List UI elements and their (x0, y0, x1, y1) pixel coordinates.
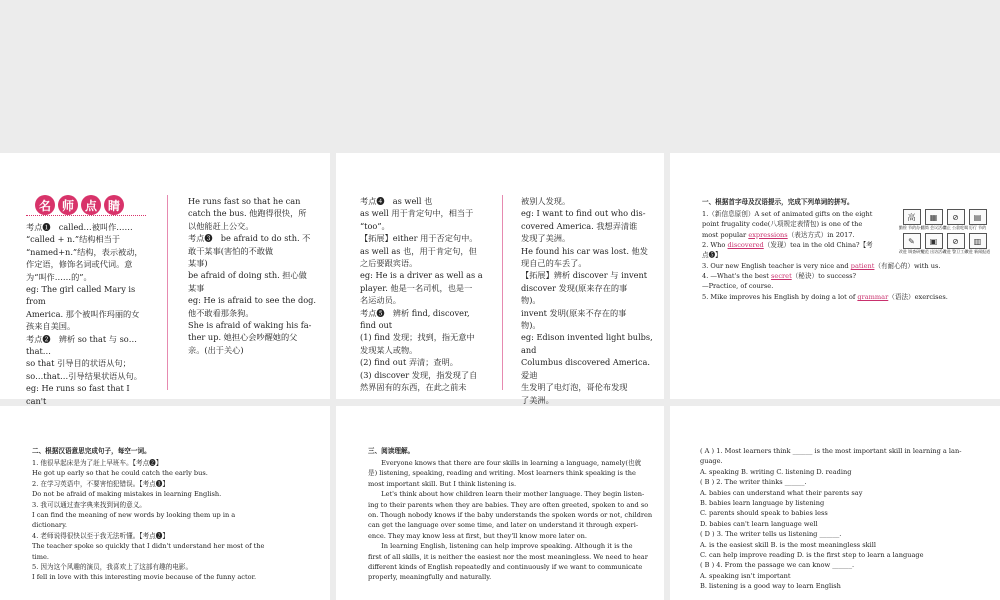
panel-key-points-2 (336, 153, 664, 405)
sign-caption: 精简 会议活动 (920, 225, 947, 230)
reading-questions: ( A ) 1. Most learners think ______ is the most important skill in learning a lan- guage. A. speaking B. writing C. listening D. reading ( B ) 2. The writer thinks ______. A. babies can understand what their parents say B. babies learn language by listening C. parents should speak to babies less D. babies can't learn language well ( D ) 3. The writer tells us listening ______. A. is the easiest skill B. is the most meaningless skill C. can help improve reading D. is the first step to learn a language ( B ) 4. From the passage we can know ______. A. speaking isn't important B. listening is a good way to learn English (700, 447, 962, 591)
reading-passage: Everyone knows that there are four skills in learning a language, namely(也就 是) listening, speaking, reading and writing. Most learners think speaking is the most important skill. But I think listening is. Let's think about how children learn their mother language. They begin listen- ing to their parents when they are babies. They are often greeted, spoken to and so on. Though nobody knows if the baby understands the spoken words or not, children can get the language over some time, and later on understand it through experi- ence. They may know less at first, but they'll know more later on. In learning English, listening can help improve speaking. Although it is the first of all skills, it is neither the easiest nor the most meaningless. We need to hear different kinds of English repeatedly and continuously if we want to communicate properly, meaningfully and naturally. (368, 459, 653, 582)
question-3 (702, 261, 994, 271)
sign-item (898, 233, 925, 254)
column-divider (167, 195, 168, 390)
question-text: 2. Who (702, 241, 728, 249)
section-title: 二、根据汉语意思完成句子，每空一词。 (32, 447, 151, 455)
sign-picture: ▦ (925, 209, 943, 225)
question-1 (702, 209, 902, 240)
sign-caption: 禁止 公款吃喝 (942, 225, 969, 230)
key-points-right-column: He runs fast so that he can catch the bus. 他跑得很快，所 以他能赶上公交。 考点❸ be afraid to do sth. 不 敢干某事(害怕的不敢做 某事) be afraid of doing sth. 担心做 某事 eg: He is afraid to see the dog. 他不敢看那条狗。 She is afraid of waking his fa- ther up. 她担心会吵醒她的父 亲。(出于关心) (188, 196, 316, 355)
panel-reading-passage (336, 406, 664, 600)
question-text: 4. —What's the best (702, 272, 772, 280)
famous-teacher-banner (35, 195, 124, 215)
banner-char: 名 (35, 195, 55, 215)
banner-char: 睛 (104, 195, 124, 215)
panel-reading-questions (670, 406, 1000, 600)
panel-word-spelling (670, 153, 1000, 399)
column-divider (502, 195, 503, 390)
question-text: 5. Mike improves his English by doing a lot of (702, 293, 858, 301)
sign-caption: 改进 调查研究 (898, 249, 925, 254)
sign-item (968, 209, 987, 230)
sign-picture: ✎ (903, 233, 921, 249)
sign-caption: 改进 新闻报道 (964, 249, 991, 254)
section-title: 三、阅读理解。 (368, 447, 415, 455)
sign-picture: ▥ (969, 233, 987, 249)
question-text: （发现）tea in the old China?【考 点❺】 (702, 241, 873, 260)
question-text: （表达方式）in 2017. (787, 230, 855, 239)
sign-picture: ⊘ (947, 233, 965, 249)
sign-caption: 厉行 节约 (968, 225, 987, 230)
key-points-right-column: 被别人发现。 eg: I want to find out who dis- covered America. 我想弄清谁 发现了美洲。 He found his car was lost. 他发 现自己的车丢了。 【拓展】辨析 discover 与 invent discover 发现(原来存在的事 物)。 invent 发明(原来不存在的事 物)。 eg: Edison invented light bulbs, and Columbus discovered America. 爱迪 生发明了电灯泡，哥伦布发现 了美洲。 (521, 196, 653, 405)
section-title: 一、根据首字母及汉语提示，完成下列单词的拼写。 (702, 198, 854, 206)
answer-blank: patient (850, 262, 875, 270)
frugality-code-signs (898, 209, 992, 254)
banner-char: 点 (81, 195, 101, 215)
sign-caption: 改进 警卫工作 (942, 249, 969, 254)
sign-item (964, 233, 991, 254)
sign-item (920, 233, 947, 254)
panel-sentence-completion (0, 406, 330, 600)
question-text: 3. Our new English teacher is very nice and (702, 262, 851, 270)
question-4 (702, 271, 994, 292)
answer-blank: secret (771, 272, 792, 280)
question-text: （语法）exercises. (888, 293, 948, 301)
sign-caption: 规范 出访活动 (920, 249, 947, 254)
sign-item (942, 233, 969, 254)
panel-key-points-1 (0, 153, 330, 406)
answer-blank: grammar (857, 293, 889, 301)
question-text: （有耐心的）with us. (874, 262, 941, 270)
question-5 (702, 292, 994, 302)
sign-picture: ▤ (969, 209, 987, 225)
sign-item (942, 209, 969, 230)
sign-picture: 高 (903, 209, 921, 225)
question-text: 1.（新信息原创）A set of animated gifts on the eight point frugality code(八项规定表情包) is one of the most popular (702, 210, 873, 239)
key-points-left-column: 考点❹ as well 也 as well 用于肯定句中，相当于 “too”。 【拓展】either 用于否定句中。 as well as 也，用于肯定句，但 之后要跟宾语。 eg: He is a driver as well as a player. 他是一名司机，也是一 名运动员。 考点❺ 辨析 find, discover, find out (1) find 发现；找到，指无意中 发现某人或物。 (2) find out 弄清；查明。 (3) discover 发现，指发现了自 然界固有的东西，在此之前未 (360, 196, 483, 393)
sentence-questions: 1. 他很早起床是为了赶上早班车。【考点❷】 He got up early so that he could catch the early bus. 2. 在学习英语中，不要害怕犯错误。【考点❸】 Do not be afraid of making mistakes in learning English. 3. 我可以通过查字典来找到词的意义。 I can find the meaning of new words by looking them up in a dictionary. 4. 老师说得很快以至于我无法听懂。【考点❷】 The teacher spoke so quickly that I didn't understand her most of the time. 5. 因为这个风趣的演员，我喜欢上了这部有趣的电影。 I fell in love with this interesting movie because of the funny actor. (32, 459, 265, 582)
question-text: （秘诀）to success? —Practice, of course. (702, 272, 857, 291)
answer-blank: expressions (748, 230, 788, 239)
sign-item (898, 209, 925, 230)
question-2 (702, 240, 902, 261)
sign-item (920, 209, 947, 230)
sign-picture: ⊘ (947, 209, 965, 225)
answer-blank: discovered (727, 241, 764, 249)
banner-char: 师 (58, 195, 78, 215)
key-points-left-column: 考点❶ called…被叫作…… “called + n.”结构相当于 “named+n.”结构，表示被动， 作定语，修饰名词或代词。意 为“叫作……的”。 eg: The girl called Mary is from America. 那个被叫作玛丽的女 孩来自美国。 考点❷ 辨析 so that 与 so… that… so that 引导目的状语从句； so…that…引导结果状语从句。 eg: He runs so fast that I can't (26, 222, 143, 406)
sign-picture: ▣ (925, 233, 943, 249)
sign-caption: 勤俭 节约办公 (898, 225, 925, 230)
banner-underline (26, 215, 146, 216)
